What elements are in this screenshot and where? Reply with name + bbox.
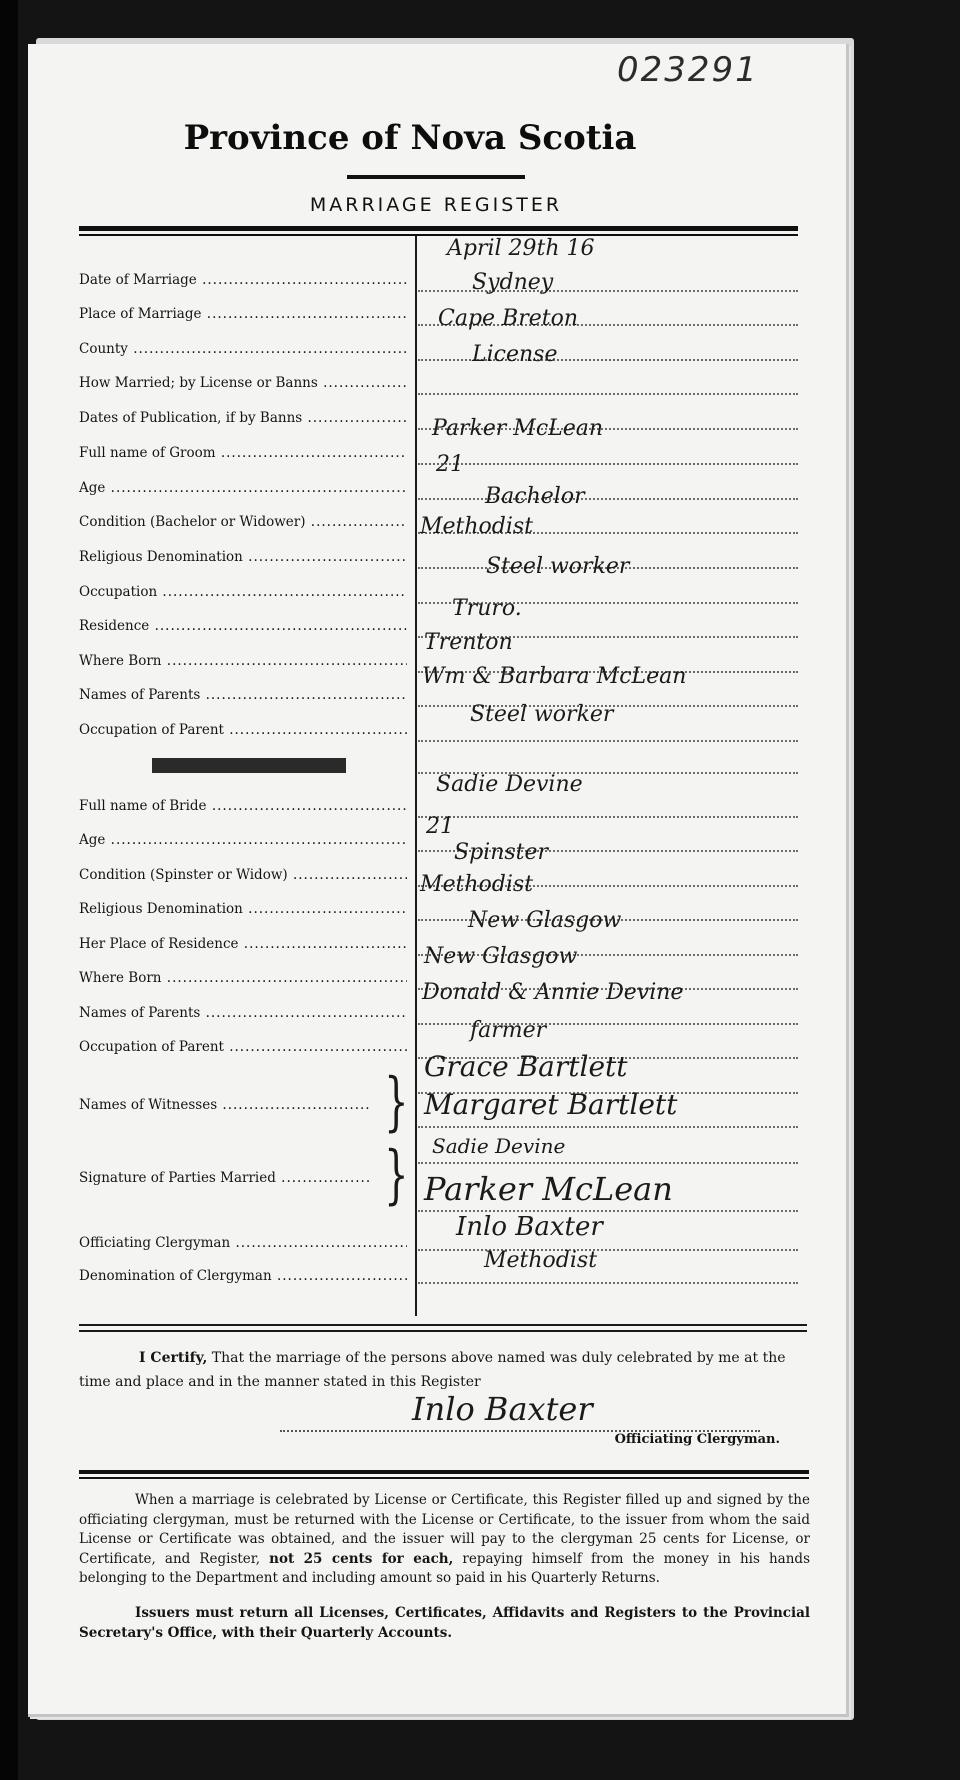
value-date-of-marriage: April 29th 16 bbox=[447, 236, 595, 261]
label-groom-condition: Condition (Bachelor or Widower) ..... bbox=[79, 514, 407, 530]
label-full-name-of-bride: Full name of Bride ..... bbox=[79, 798, 407, 814]
value-bride-age: 21 bbox=[426, 814, 454, 839]
fill-line bbox=[418, 1282, 798, 1284]
value-bride-religious-denomination: Methodist bbox=[420, 872, 534, 897]
label-bride-names-of-parents: Names of Parents ..... bbox=[79, 1005, 407, 1021]
label-groom-age: Age ..... bbox=[79, 480, 407, 496]
value-bride-occupation-of-parent: farmer bbox=[470, 1018, 547, 1043]
value-bride-names-of-parents: Donald & Annie Devine bbox=[422, 980, 684, 1005]
header-rule bbox=[79, 226, 798, 231]
value-signature-bride: Sadie Devine bbox=[432, 1134, 566, 1158]
value-groom-occupation: Steel worker bbox=[486, 554, 630, 579]
label-bride-religious-denomination: Religious Denomination ..... bbox=[79, 901, 407, 917]
footer-rule bbox=[79, 1470, 809, 1474]
issuers-instruction: Issuers must return all Licenses, Certificates, Affidavits and Registers to the Provincial Secretary's Office, with their Quarterly Accounts. bbox=[79, 1605, 810, 1641]
label-names-of-witnesses: Names of Witnesses ..... bbox=[79, 1097, 369, 1113]
label-full-name-of-groom: Full name of Groom ..... bbox=[79, 445, 407, 461]
label-groom-religious-denomination: Religious Denomination ..... bbox=[79, 549, 407, 565]
header-rule-thin bbox=[79, 234, 798, 236]
title-underline bbox=[347, 175, 525, 179]
label-groom-where-born: Where Born ..... bbox=[79, 653, 407, 669]
fill-line bbox=[418, 740, 798, 742]
value-groom-residence: Truro. bbox=[452, 596, 522, 621]
value-how-married: License bbox=[472, 342, 558, 367]
note-part-2: repaying himself from the money in his hands belonging to the Department and including amount so paid in his Quarterly Returns. bbox=[79, 1550, 810, 1586]
fill-line bbox=[418, 816, 798, 818]
label-bride-condition: Condition (Spinster or Widow) ..... bbox=[79, 867, 407, 883]
page-subtitle: MARRIAGE REGISTER bbox=[309, 194, 563, 216]
signature-brace: } bbox=[384, 1138, 409, 1212]
page-title: Province of Nova Scotia bbox=[183, 118, 637, 158]
label-date-of-marriage: Date of Marriage ..... bbox=[79, 272, 407, 288]
register-number: 023291 bbox=[617, 50, 759, 90]
value-denomination-of-clergyman: Methodist bbox=[484, 1248, 598, 1273]
note-bold: not 25 cents for each, bbox=[269, 1550, 454, 1567]
label-denomination-of-clergyman: Denomination of Clergyman ..... bbox=[79, 1268, 407, 1284]
value-full-name-of-groom: Parker McLean bbox=[432, 416, 604, 441]
fill-line bbox=[418, 393, 798, 395]
value-groom-condition: Bachelor bbox=[485, 484, 585, 509]
value-bride-residence: New Glasgow bbox=[468, 908, 622, 933]
note-part-1: When a marriage is celebrated by License or Certificate, this Register filled up and signed by the officiating clergyman, must be returned with the License or Certificate, to the issuer from whom the said License or Certificate was obtained, and the issuer will pay to the clergyman 25 cents for License, or Certificate, and Register, bbox=[79, 1492, 810, 1567]
label-place-of-marriage: Place of Marriage ..... bbox=[79, 306, 407, 322]
label-groom-residence: Residence ..... bbox=[79, 618, 407, 634]
fill-line bbox=[418, 1162, 798, 1164]
label-groom-occupation-of-parent: Occupation of Parent ..... bbox=[79, 722, 407, 738]
clergyman-signature: Inlo Baxter bbox=[412, 1390, 593, 1428]
label-bride-age: Age ..... bbox=[79, 832, 407, 848]
label-county: County ..... bbox=[79, 341, 407, 357]
fill-line bbox=[418, 1126, 798, 1128]
label-bride-residence: Her Place of Residence ..... bbox=[79, 936, 407, 952]
certify-rule-thin bbox=[79, 1330, 807, 1332]
certification-statement bbox=[79, 1346, 809, 1394]
value-full-name-of-bride: Sadie Devine bbox=[436, 772, 583, 797]
value-bride-where-born: New Glasgow bbox=[424, 944, 578, 969]
value-officiating-clergyman: Inlo Baxter bbox=[456, 1212, 603, 1242]
label-bride-occupation-of-parent: Occupation of Parent ..... bbox=[79, 1039, 407, 1055]
fill-line bbox=[418, 1249, 798, 1251]
footer-rule-thin bbox=[79, 1477, 809, 1479]
value-groom-occupation-of-parent: Steel worker bbox=[470, 702, 614, 727]
label-officiating-clergyman: Officiating Clergyman ..... bbox=[79, 1235, 407, 1251]
return-instructions bbox=[79, 1491, 810, 1589]
value-groom-age: 21 bbox=[436, 452, 464, 477]
column-divider bbox=[415, 236, 417, 1316]
fill-line bbox=[418, 498, 798, 500]
section-divider-bar bbox=[152, 758, 346, 773]
value-bride-condition: Spinster bbox=[454, 840, 549, 865]
value-signature-groom: Parker McLean bbox=[424, 1170, 673, 1208]
value-witness-2: Margaret Bartlett bbox=[424, 1088, 678, 1121]
value-place-of-marriage: Sydney bbox=[472, 270, 554, 295]
certify-rule bbox=[79, 1324, 807, 1326]
label-signature-of-parties: Signature of Parties Married ..... bbox=[79, 1170, 369, 1186]
label-how-married: How Married; by License or Banns ..... bbox=[79, 375, 407, 391]
value-county: Cape Breton bbox=[438, 306, 579, 331]
value-groom-names-of-parents: Wm & Barbara McLean bbox=[422, 664, 687, 689]
label-groom-names-of-parents: Names of Parents ..... bbox=[79, 687, 407, 703]
witness-brace: } bbox=[384, 1065, 409, 1139]
clergyman-caption: Officiating Clergyman. bbox=[614, 1432, 780, 1447]
label-groom-occupation: Occupation ..... bbox=[79, 584, 407, 600]
certify-text: That the marriage of the persons above named was duly celebrated by me at the time and place and in the manner stated in this Register bbox=[79, 1350, 786, 1390]
label-dates-of-publication: Dates of Publication, if by Banns ..... bbox=[79, 410, 407, 426]
certify-lead: I Certify, bbox=[139, 1350, 208, 1366]
scan-edge bbox=[0, 0, 18, 1780]
value-witness-1: Grace Bartlett bbox=[424, 1050, 628, 1083]
value-groom-religious-denomination: Methodist bbox=[420, 514, 534, 539]
value-groom-where-born: Trenton bbox=[424, 630, 513, 655]
fill-line bbox=[418, 463, 798, 465]
label-bride-where-born: Where Born ..... bbox=[79, 970, 407, 986]
